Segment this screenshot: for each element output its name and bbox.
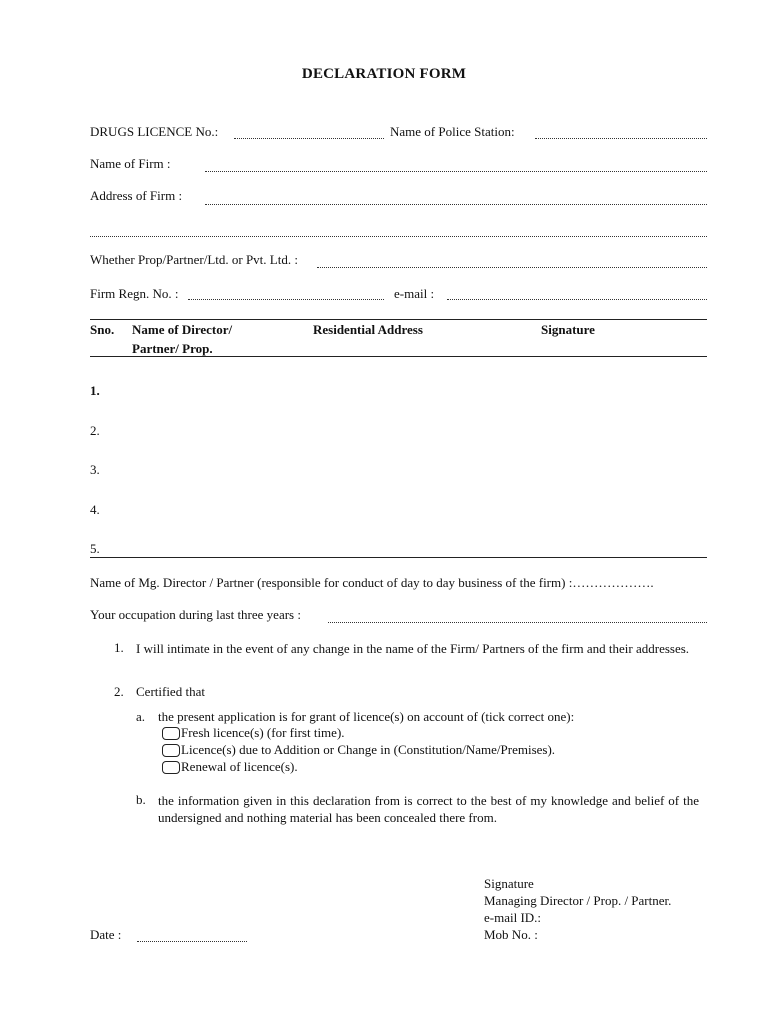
table-header-rule	[90, 356, 707, 357]
table-top-rule	[90, 319, 707, 320]
option-fresh-licence: Fresh licence(s) (for first time).	[181, 725, 345, 740]
police-station-label: Name of Police Station:	[390, 124, 515, 139]
table-row: 3.	[90, 462, 100, 477]
page-title: DECLARATION FORM	[301, 66, 467, 82]
firm-address-label: Address of Firm :	[90, 188, 183, 203]
date-field[interactable]	[137, 941, 247, 942]
table-header-address: Residential Address	[313, 322, 423, 337]
addition-change-checkbox[interactable]	[162, 744, 180, 757]
table-row: 2.	[90, 423, 100, 438]
firm-address-field[interactable]	[205, 204, 707, 205]
declaration-item-1-number: 1.	[114, 640, 124, 655]
fresh-licence-checkbox[interactable]	[162, 727, 180, 740]
declaration-item-2-text: Certified that	[136, 684, 205, 699]
occupation-label: Your occupation during last three years :	[90, 607, 301, 622]
table-header-signature: Signature	[541, 322, 595, 337]
email-label: e-mail :	[394, 286, 435, 301]
option-addition-change: Licence(s) due to Addition or Change in (Constitution/Name/Premises).	[181, 742, 556, 757]
sub-item-b-label: b.	[136, 792, 146, 807]
firm-name-label: Name of Firm :	[90, 156, 171, 171]
renewal-checkbox[interactable]	[162, 761, 180, 774]
sub-item-b-text: the information given in this declaration from is correct to the best of my knowledge and belief of the undersigned and nothing material has been concealed there from.	[158, 793, 699, 825]
table-row: 5.	[90, 541, 100, 556]
firm-type-label: Whether Prop/Partner/Ltd. or Pvt. Ltd. :	[90, 252, 298, 267]
signature-label: Signature	[484, 876, 534, 891]
email-id-label: e-mail ID.:	[484, 910, 542, 925]
sub-item-a-label: a.	[136, 709, 146, 724]
firm-regn-field[interactable]	[188, 299, 384, 300]
firm-address-field-line2[interactable]	[90, 236, 707, 237]
firm-type-field[interactable]	[317, 267, 707, 268]
designation-label: Managing Director / Prop. / Partner.	[484, 893, 672, 908]
email-field[interactable]	[447, 299, 707, 300]
firm-regn-label: Firm Regn. No. :	[90, 286, 179, 301]
firm-name-field[interactable]	[205, 171, 707, 172]
mobile-number-label: Mob No. :	[484, 927, 538, 942]
table-header-name-line2: Partner/ Prop.	[132, 341, 213, 356]
table-row: 4.	[90, 502, 100, 517]
table-header-sno: Sno.	[90, 322, 115, 337]
drugs-licence-label: DRUGS LICENCE No.:	[90, 124, 219, 139]
table-header-name: Name of Director/	[132, 322, 233, 337]
declaration-item-1-text: I will intimate in the event of any change in the name of the Firm/ Partners of the firm and their addresses.	[136, 641, 690, 656]
police-station-field[interactable]	[535, 138, 707, 139]
option-renewal: Renewal of licence(s).	[181, 759, 298, 774]
declaration-item-2-number: 2.	[114, 684, 124, 699]
table-bottom-rule	[90, 557, 707, 558]
drugs-licence-field[interactable]	[234, 138, 384, 139]
md-partner-label: Name of Mg. Director / Partner (responsible for conduct of day to day business of the firm) :……………….	[90, 575, 654, 590]
sub-item-a-text: the present application is for grant of licence(s) on account of (tick correct one):	[158, 709, 575, 724]
occupation-field[interactable]	[328, 622, 707, 623]
table-row: 1.	[90, 383, 100, 398]
date-label: Date :	[90, 927, 122, 942]
